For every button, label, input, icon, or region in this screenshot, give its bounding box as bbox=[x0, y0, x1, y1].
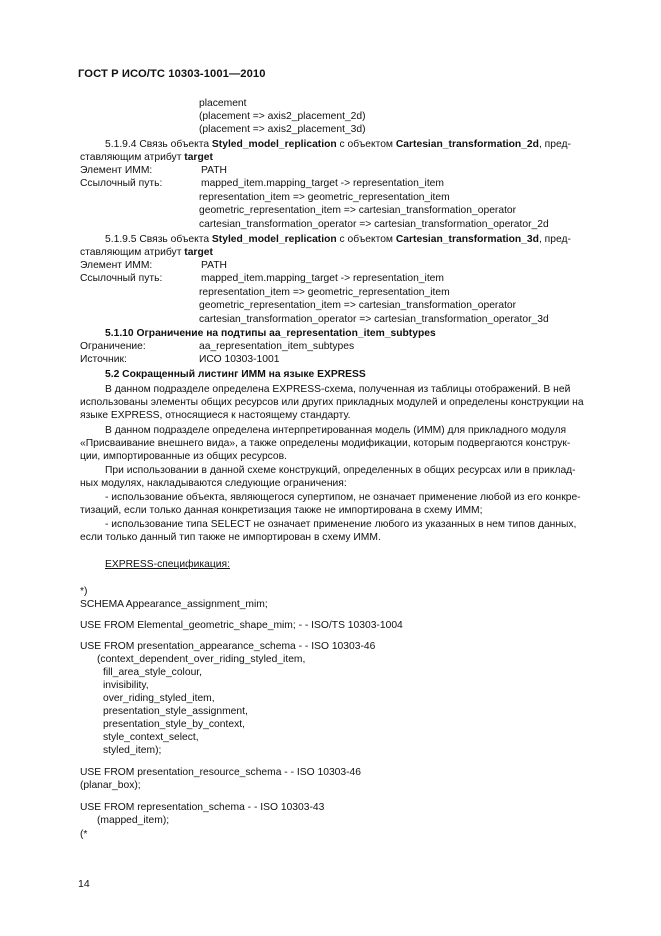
section-52-p1a: В данном подразделе определена EXPRESS-схема, полученная из таблицы отображений. В ней bbox=[105, 384, 571, 395]
section-5194-heading bbox=[105, 138, 571, 151]
section-52-p5a: - использование типа SELECT не означает применение любого из указанных в нем типов данных, bbox=[105, 519, 577, 530]
section-5194-ref1: mapped_item.mapping_target -> representation_item bbox=[201, 178, 444, 189]
placement-3d-line: (placement => axis2_placement_3d) bbox=[199, 124, 366, 135]
express-import-item: (planar_box); bbox=[80, 780, 141, 791]
section-5195-post: , пред- bbox=[538, 234, 571, 245]
section-52-p1c: языке EXPRESS, относящиеся к настоящему стандарту. bbox=[80, 410, 351, 421]
section-5194-ref4: cartesian_transformation_operator => cartesian_transformation_operator_2d bbox=[199, 219, 549, 230]
section-5194-line2 bbox=[80, 151, 213, 164]
express-schema-line: SCHEMA Appearance_assignment_mim; bbox=[80, 599, 268, 610]
section-5110-constraint-label: Ограничение: bbox=[80, 341, 146, 352]
section-52-p1b: использованы элементы общих ресурсов или других прикладных модулей и определены конструкции на bbox=[80, 397, 584, 408]
section-52-p3a: При использовании в данной схеме конструкций, определенных в общих ресурсах или в приклад- bbox=[105, 465, 576, 476]
section-5195-ref4: cartesian_transformation_operator => cartesian_transformation_operator_3d bbox=[199, 314, 549, 325]
section-5195-ref1: mapped_item.mapping_target -> representation_item bbox=[201, 273, 444, 284]
section-5110-heading: 5.1.10 Ограничение на подтипы aa_representation_item_subtypes bbox=[105, 328, 436, 339]
section-52-heading: 5.2 Сокращенный листинг ИММ на языке EXPRESS bbox=[105, 369, 366, 380]
section-52-p4b: тизаций, если только данная конкретизация также не импортирована в схему ИММ; bbox=[80, 505, 483, 516]
section-5195-attr: target bbox=[184, 247, 213, 258]
section-5195-ref2: representation_item => geometric_representation_item bbox=[199, 287, 450, 298]
section-5194-ref-label: Ссылочный путь: bbox=[80, 178, 163, 189]
section-5110-source-label: Источник: bbox=[80, 354, 127, 365]
section-5195-elem-label: Элемент ИММ: bbox=[80, 260, 153, 271]
express-import-item: over_riding_styled_item, bbox=[103, 693, 215, 704]
express-use-line: USE FROM representation_schema - - ISO 10303-43 bbox=[80, 802, 325, 813]
express-import-item: style_context_select, bbox=[103, 732, 199, 743]
express-open-comment: *) bbox=[80, 586, 88, 597]
document-header: ГОСТ Р ИСО/ТС 10303-1001—2010 bbox=[78, 68, 266, 80]
section-5110-source-value: ИСО 10303-1001 bbox=[199, 354, 280, 365]
express-import-item: (mapped_item); bbox=[97, 815, 170, 826]
express-close-comment: (* bbox=[80, 829, 88, 840]
section-5195-line2 bbox=[80, 246, 213, 259]
section-5195-mid: с объектом bbox=[336, 234, 396, 245]
section-5194-attr: target bbox=[184, 152, 213, 163]
section-52-p2b: «Присваивание внешнего вида», а также определены модификации, которым подвергаются конструк- bbox=[80, 438, 571, 449]
express-use-line: USE FROM presentation_appearance_schema - - ISO 10303-46 bbox=[80, 641, 376, 652]
express-use-line: USE FROM presentation_resource_schema - - ISO 10303-46 bbox=[80, 767, 362, 778]
section-5195-line2-pre: ставляющим атрибут bbox=[80, 247, 185, 258]
section-5194-ref2: representation_item => geometric_representation_item bbox=[199, 192, 450, 203]
section-5195-entity2: Cartesian_transformation_3d bbox=[395, 234, 539, 245]
section-5194-line2-pre: ставляющим атрибут bbox=[80, 152, 185, 163]
section-5110-constraint-value: aa_representation_item_subtypes bbox=[199, 341, 355, 352]
section-5195-ref-label: Ссылочный путь: bbox=[80, 273, 163, 284]
section-5195-ref3: geometric_representation_item => cartesian_transformation_operator bbox=[199, 300, 517, 311]
section-52-p3b: ных модулях, накладываются следующие ограничения: bbox=[80, 478, 347, 489]
section-5194-elem-label: Элемент ИММ: bbox=[80, 165, 153, 176]
placement-2d-line: (placement => axis2_placement_2d) bbox=[199, 111, 366, 122]
express-import-item: invisibility, bbox=[103, 680, 149, 691]
section-5194-elem-value: PATH bbox=[201, 165, 227, 176]
express-use-line: USE FROM Elemental_geometric_shape_mim; - - ISO/TS 10303-1004 bbox=[80, 620, 403, 631]
section-5195-elem-value: PATH bbox=[201, 260, 227, 271]
section-5194-entity1: Styled_model_replication bbox=[211, 139, 337, 150]
express-import-item: presentation_style_assignment, bbox=[103, 706, 248, 717]
section-5194-pre: 5.1.9.4 Связь объекта bbox=[105, 139, 212, 150]
express-import-item: presentation_style_by_context, bbox=[103, 719, 245, 730]
section-5194-ref3: geometric_representation_item => cartesian_transformation_operator bbox=[199, 205, 517, 216]
express-spec-label: EXPRESS-спецификация: bbox=[105, 559, 230, 570]
section-52-p2a: В данном подразделе определена интерпретированная модель (ИММ) для прикладного модуля bbox=[105, 425, 567, 436]
page-number: 14 bbox=[78, 878, 90, 890]
section-5194-entity2: Cartesian_transformation_2d bbox=[395, 139, 539, 150]
section-52-p4a: - использование объекта, являющегося супертипом, не означает применение любой из его конкре- bbox=[105, 492, 581, 503]
section-5194-mid: с объектом bbox=[336, 139, 396, 150]
section-5195-pre: 5.1.9.5 Связь объекта bbox=[105, 234, 212, 245]
express-import-item: (context_dependent_over_riding_styled_item, bbox=[97, 654, 306, 665]
express-import-item: styled_item); bbox=[103, 745, 162, 756]
placement-line: placement bbox=[199, 98, 247, 109]
section-52-p2c: ции, импортированные из общих ресурсов. bbox=[80, 451, 287, 462]
section-5195-entity1: Styled_model_replication bbox=[211, 234, 337, 245]
section-5195-heading bbox=[105, 233, 571, 246]
express-import-item: fill_area_style_colour, bbox=[103, 667, 203, 678]
section-52-p5b: если только данный тип также не импортирован в схему ИММ. bbox=[80, 532, 381, 543]
section-5194-post: , пред- bbox=[538, 139, 571, 150]
